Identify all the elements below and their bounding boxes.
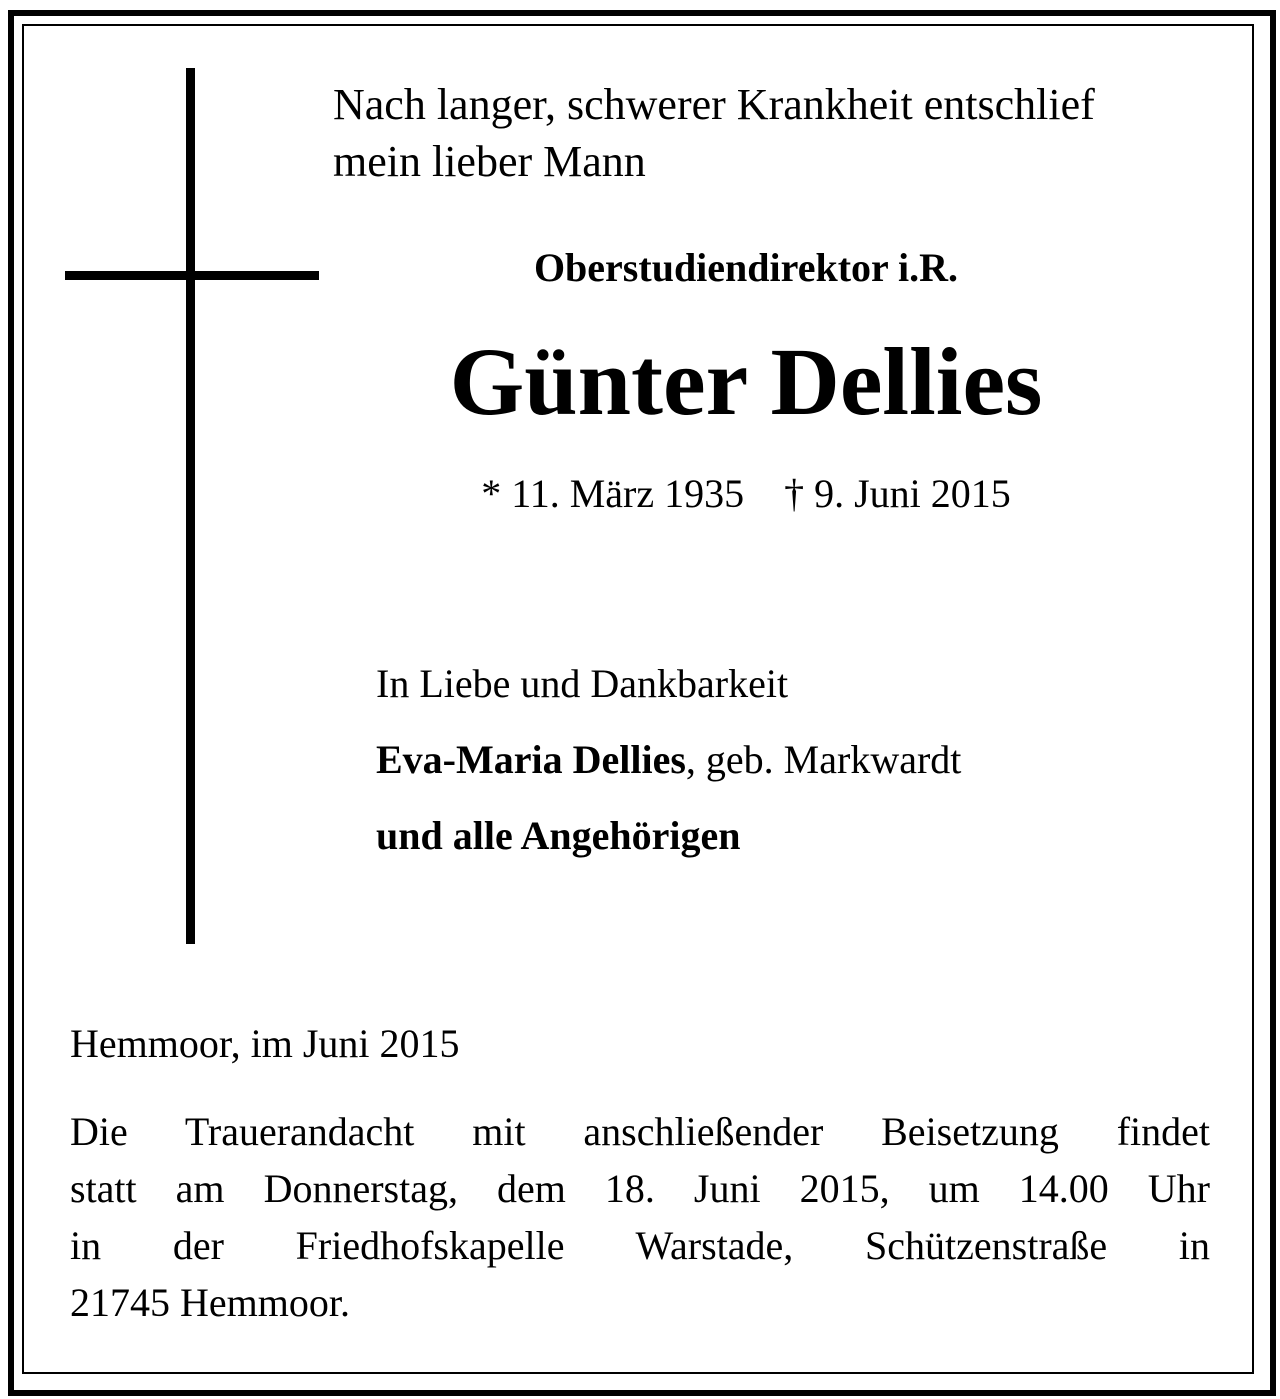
closing-phrase: In Liebe und Dankbarkeit <box>376 661 789 706</box>
service-line-3: in der Friedhofskapelle Warstade, Schützenstraße in <box>70 1223 1210 1268</box>
place-and-date: Hemmoor, im Juni 2015 <box>70 1021 460 1066</box>
service-line-2: statt am Donnerstag, dem 18. Juni 2015, um 14.00 Uhr <box>70 1166 1210 1211</box>
service-line-1: Die Trauerandacht mit anschließender Beisetzung findet <box>70 1109 1210 1154</box>
mourner-others: und alle Angehörigen <box>376 813 741 858</box>
death-date: † 9. Juni 2015 <box>784 471 1011 516</box>
service-line-4: 21745 Hemmoor. <box>70 1280 350 1325</box>
mourner-maiden-name: , geb. Markwardt <box>685 737 962 782</box>
deceased-title: Oberstudiendirektor i.R. <box>533 245 959 290</box>
deceased-name: Günter Dellies <box>449 328 1043 435</box>
intro-text <box>333 76 1233 190</box>
mourner-name: Eva-Maria Dellies <box>376 737 686 782</box>
birth-date: * 11. März 1935 <box>481 471 745 516</box>
life-dates <box>340 468 1152 520</box>
mourners-block <box>376 656 1236 884</box>
intro-line-1: Nach langer, schwerer Krankheit entschlief <box>333 80 1095 129</box>
service-notice <box>70 1103 1210 1331</box>
cross-icon-horizontal-bar <box>65 271 319 280</box>
intro-line-2: mein lieber Mann <box>333 137 646 186</box>
cross-icon-vertical-bar <box>186 68 195 944</box>
mourner-line <box>376 732 1236 808</box>
